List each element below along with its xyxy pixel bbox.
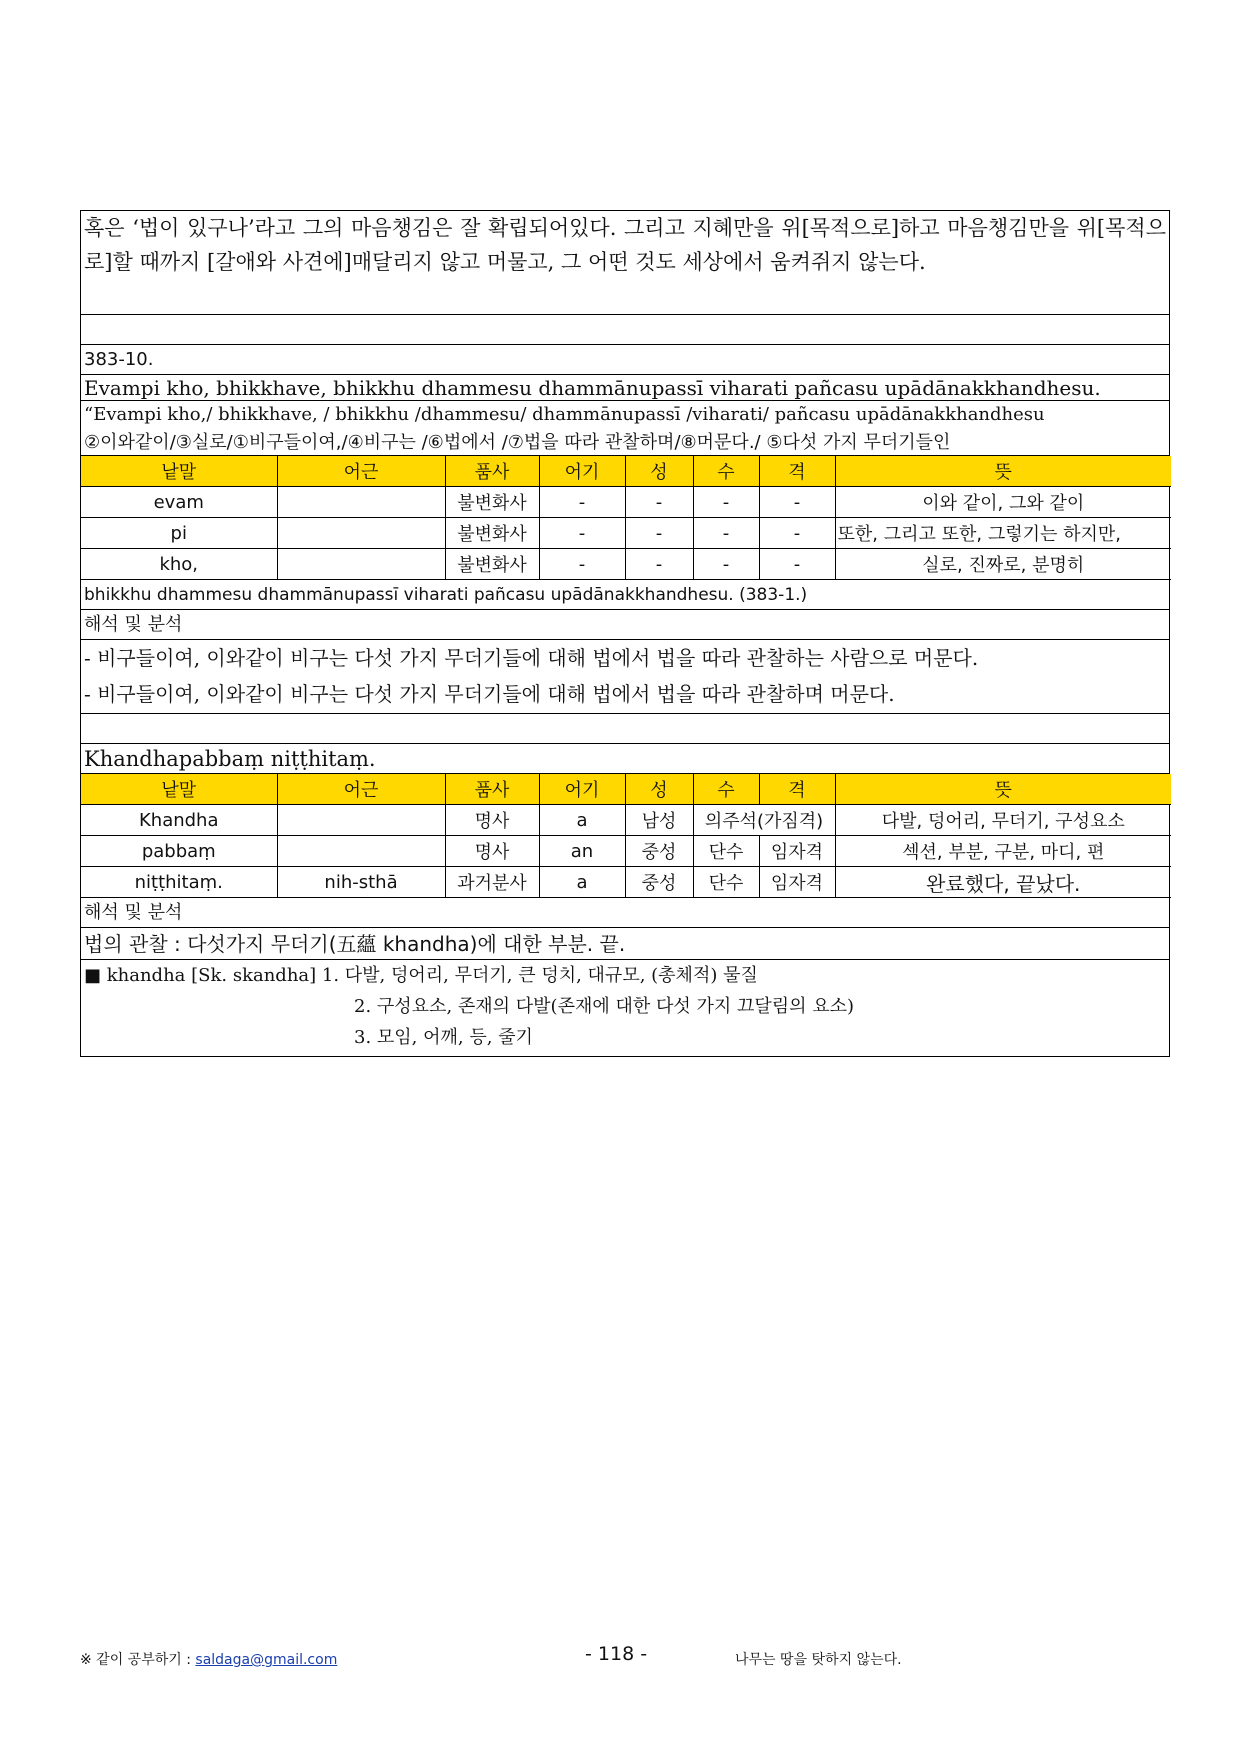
cell-root: [277, 805, 445, 836]
cell-gender: -: [625, 549, 693, 580]
table-row: [81, 805, 1171, 836]
cell-case: 임자격: [759, 836, 835, 867]
header-root: 어근: [277, 774, 445, 805]
header-stem: 어기: [539, 456, 625, 487]
cell-pos: 명사: [445, 836, 539, 867]
table-row: [81, 836, 1171, 867]
cell-stem: a: [539, 867, 625, 898]
table-header-row: [81, 774, 1171, 805]
document-frame: [80, 210, 1170, 1057]
pali-split-text: “Evampi kho,/ bhikkhave, / bhikkhu /dhammesu/ dhammānupassī /viharati/ pañcasu upādānakkhandhesu: [84, 404, 1045, 425]
cell-root: [277, 836, 445, 867]
cell-case: -: [759, 518, 835, 549]
word-translation: ②이와같이/③실로/①비구들이여,/④비구는 /⑥법에서 /⑦법을 따라 관찰하며/⑧머문다./ ⑤다섯 가지 무더기들인: [81, 429, 1169, 456]
cell-gender: 중성: [625, 867, 693, 898]
cell-meaning: 또한, 그리고 또한, 그렇기는 하지만,: [835, 518, 1171, 549]
definition-line: ■ khandha [Sk. skandha] 1. 다발, 덩어리, 무더기, 큰 덩치, 대규모, (총체적) 물질: [84, 965, 758, 986]
header-case: 격: [759, 456, 835, 487]
dictionary-definitions: [81, 960, 1169, 1056]
cell-stem: -: [539, 549, 625, 580]
pali-reference: bhikkhu dhammesu dhammānupassī viharati pañcasu upādānakkhandhesu. (383-1.): [81, 580, 1169, 610]
cell-stem: -: [539, 487, 625, 518]
pali-sentence: Evampi kho, bhikkhave, bhikkhu dhammesu dhammānupassī viharati pañcasu upādānakkhandhesu.: [81, 375, 1169, 401]
cell-number: -: [693, 549, 759, 580]
header-word: 낱말: [81, 456, 277, 487]
grammar-table-2: [81, 774, 1171, 898]
interpretation-line: - 비구들이여, 이와같이 비구는 다섯 가지 무더기들에 대해 법에서 법을 따라 관찰하는 사람으로 머문다.: [84, 646, 979, 670]
cell-root: nih-sthā: [277, 867, 445, 898]
cell-compound: 의주석(가짐격): [693, 805, 835, 836]
interpretation: [81, 640, 1169, 714]
cell-word: kho,: [81, 549, 277, 580]
cell-word: evam: [81, 487, 277, 518]
analysis-label: 해석 및 분석: [81, 610, 1169, 640]
cell-gender: -: [625, 518, 693, 549]
section-title: Khandhapabbaṃ niṭṭhitaṃ.: [81, 744, 1169, 774]
header-stem: 어기: [539, 774, 625, 805]
table-row: [81, 867, 1171, 898]
grammar-table-1: [81, 456, 1171, 580]
interpretation-line: - 비구들이여, 이와같이 비구는 다섯 가지 무더기들에 대해 법에서 법을 따라 관찰하며 머문다.: [84, 682, 895, 706]
table-row: [81, 518, 1171, 549]
footer-left: [80, 1649, 337, 1669]
cell-gender: 남성: [625, 805, 693, 836]
cell-pos: 명사: [445, 805, 539, 836]
header-gender: 성: [625, 774, 693, 805]
definition-line: 3. 모임, 어깨, 등, 줄기: [354, 1027, 533, 1048]
cell-pos: 불변화사: [445, 487, 539, 518]
blank-row: [81, 315, 1169, 345]
cell-number: -: [693, 487, 759, 518]
header-pos: 품사: [445, 774, 539, 805]
footer-motto: 나무는 땅을 탓하지 않는다.: [735, 1652, 902, 1668]
table-row: [81, 487, 1171, 518]
cell-stem: an: [539, 836, 625, 867]
cell-root: [277, 487, 445, 518]
table-row: [81, 549, 1171, 580]
pali-word-split: [81, 401, 1169, 429]
page-number: - 118 -: [585, 1643, 648, 1665]
cell-case: -: [759, 549, 835, 580]
cell-case: -: [759, 487, 835, 518]
cell-meaning: 완료했다, 끝났다.: [835, 867, 1171, 898]
header-number: 수: [693, 774, 759, 805]
cell-number: 단수: [693, 867, 759, 898]
blank-row: [81, 714, 1169, 744]
cell-number: -: [693, 518, 759, 549]
cell-pos: 불변화사: [445, 549, 539, 580]
header-case: 격: [759, 774, 835, 805]
table-header-row: [81, 456, 1171, 487]
email-link[interactable]: saldaga@gmail.com: [195, 1652, 338, 1668]
cell-word: pi: [81, 518, 277, 549]
header-gender: 성: [625, 456, 693, 487]
cell-gender: 중성: [625, 836, 693, 867]
cell-meaning: 다발, 덩어리, 무더기, 구성요소: [835, 805, 1171, 836]
intro-paragraph: 혹은 ‘법이 있구나’라고 그의 마음챙김은 잘 확립되어있다. 그리고 지혜만을 위[목적으로]하고 마음챙김만을 위[목적으로]할 때까지 [갈애와 사견에]매달리지 않고 머물고, 그 어떤 것도 세상에서 움켜쥐지 않는다.: [81, 211, 1169, 315]
page-footer: [80, 1643, 1170, 1673]
analysis-label: 해석 및 분석: [81, 898, 1169, 928]
cell-root: [277, 549, 445, 580]
cell-meaning: 섹션, 부분, 구분, 마디, 편: [835, 836, 1171, 867]
cell-word: niṭṭhitaṃ.: [81, 867, 277, 898]
header-word: 낱말: [81, 774, 277, 805]
cell-meaning: 실로, 진짜로, 분명히: [835, 549, 1171, 580]
cell-root: [277, 518, 445, 549]
header-meaning: 뜻: [835, 774, 1171, 805]
conclusion-line: 법의 관찰 : 다섯가지 무더기(五蘊 khandha)에 대한 부분. 끝.: [81, 928, 1169, 960]
header-meaning: 뜻: [835, 456, 1171, 487]
header-pos: 품사: [445, 456, 539, 487]
cell-word: pabbaṃ: [81, 836, 277, 867]
section-ref: 383-10.: [81, 345, 1169, 375]
cell-stem: -: [539, 518, 625, 549]
cell-number: 단수: [693, 836, 759, 867]
cell-word: Khandha: [81, 805, 277, 836]
cell-case: 임자격: [759, 867, 835, 898]
cell-stem: a: [539, 805, 625, 836]
cell-pos: 불변화사: [445, 518, 539, 549]
cell-gender: -: [625, 487, 693, 518]
definition-line: 2. 구성요소, 존재의 다발(존재에 대한 다섯 가지 끄달림의 요소): [354, 996, 855, 1017]
cell-pos: 과거분사: [445, 867, 539, 898]
cell-meaning: 이와 같이, 그와 같이: [835, 487, 1171, 518]
header-root: 어근: [277, 456, 445, 487]
header-number: 수: [693, 456, 759, 487]
footer-prefix: ※ 같이 공부하기 :: [80, 1652, 196, 1668]
